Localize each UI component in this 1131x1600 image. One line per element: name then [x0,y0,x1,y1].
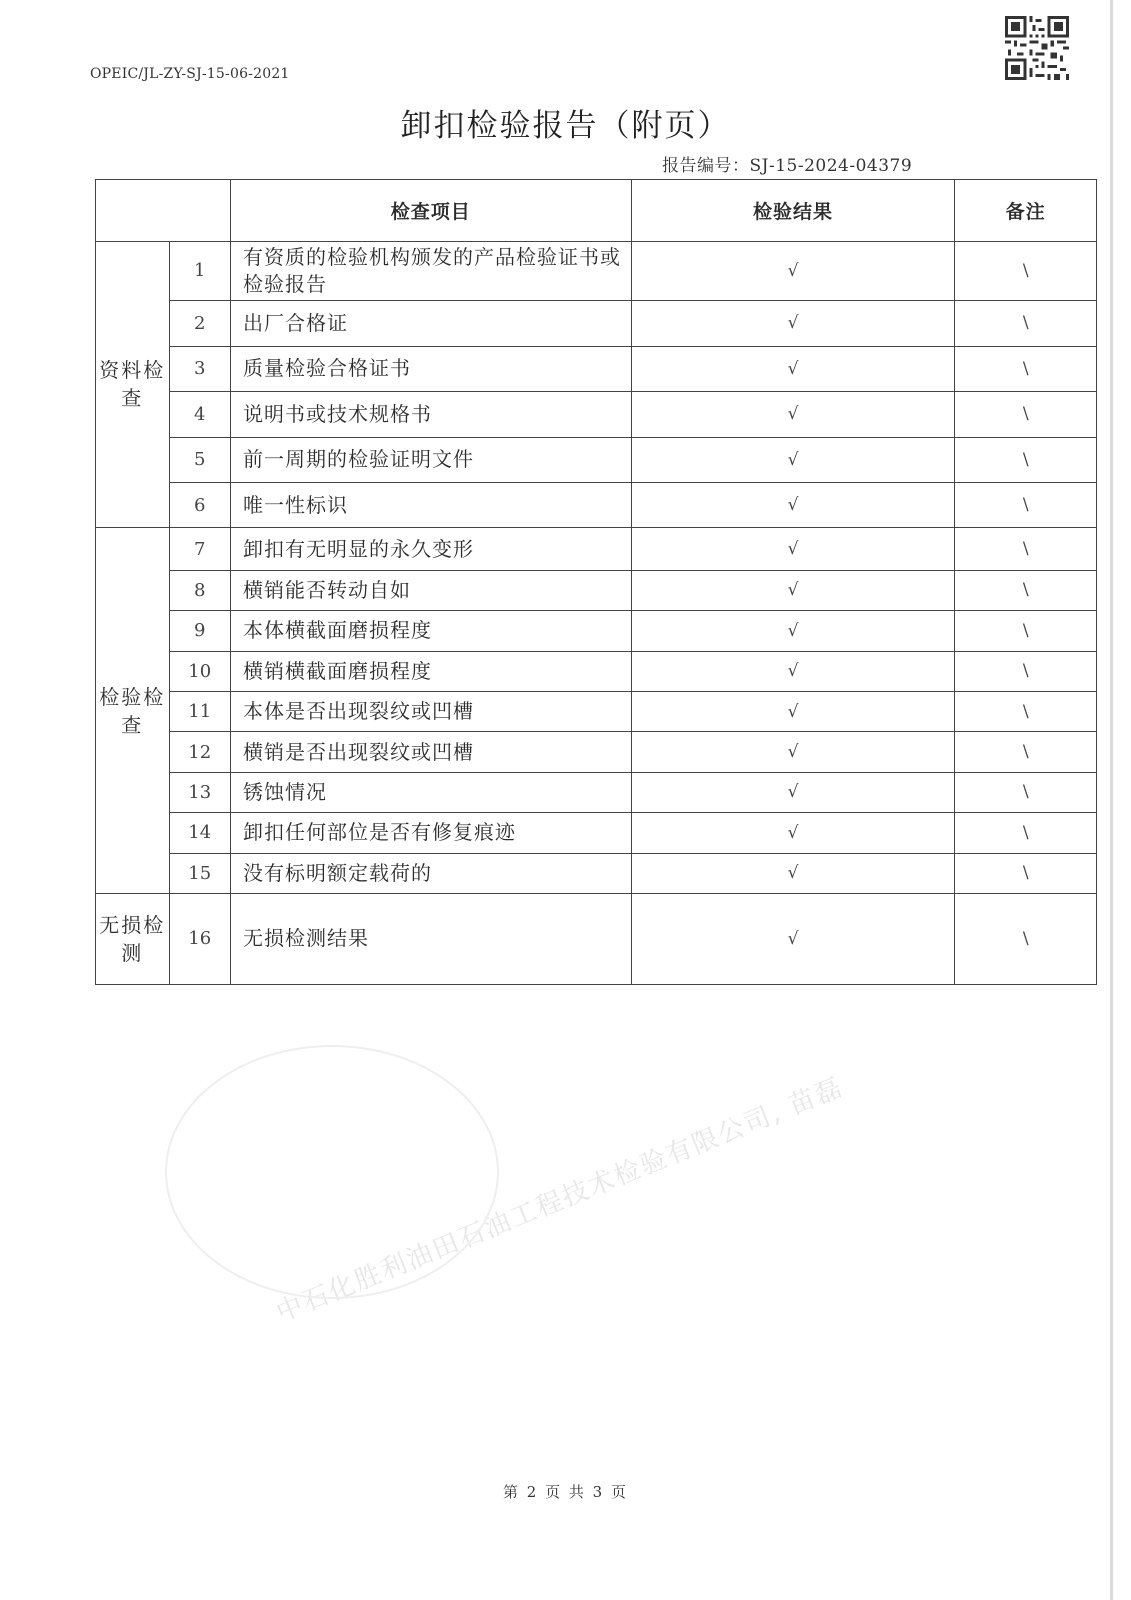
note-cell: \ [955,611,1097,651]
table-row [96,732,1097,772]
check-item: 卸扣任何部位是否有修复痕迹 [230,813,631,853]
header-check-item: 检查项目 [230,180,631,242]
note-cell: \ [955,437,1097,482]
check-item: 横销能否转动自如 [230,570,631,610]
header-blank-cell [96,180,231,242]
check-item: 无损检测结果 [230,893,631,984]
row-number: 5 [169,437,230,482]
check-item: 卸扣有无明显的永久变形 [230,528,631,570]
check-result: √ [631,482,955,527]
note-cell: \ [955,691,1097,731]
table-row [96,813,1097,853]
header-note: 备注 [955,180,1097,242]
table-row [96,301,1097,346]
category-cell: 无损检测 [96,893,170,984]
check-result: √ [631,853,955,893]
check-result: √ [631,893,955,984]
check-result: √ [631,732,955,772]
row-number: 2 [169,301,230,346]
inspection-table [95,179,1097,985]
watermark-seal [165,1045,499,1299]
check-result: √ [631,691,955,731]
table-row [96,853,1097,893]
table-row [96,346,1097,391]
note-cell: \ [955,241,1097,301]
table-row [96,528,1097,570]
check-result: √ [631,813,955,853]
note-cell: \ [955,528,1097,570]
category-cell: 资料检查 [96,241,170,528]
row-number: 1 [169,241,230,301]
table-row [96,437,1097,482]
check-item: 质量检验合格证书 [230,346,631,391]
watermark-text: 中石化胜利油田石油工程技术检验有限公司, 苗磊 [272,1072,848,1329]
check-item: 说明书或技术规格书 [230,392,631,437]
check-result: √ [631,570,955,610]
check-item: 前一周期的检验证明文件 [230,437,631,482]
check-result: √ [631,437,955,482]
header-result: 检验结果 [631,180,955,242]
row-number: 14 [169,813,230,853]
row-number: 15 [169,853,230,893]
check-result: √ [631,346,955,391]
note-cell: \ [955,392,1097,437]
check-item: 横销横截面磨损程度 [230,651,631,691]
check-result: √ [631,301,955,346]
note-cell: \ [955,893,1097,984]
row-number: 11 [169,691,230,731]
note-cell: \ [955,853,1097,893]
row-number: 8 [169,570,230,610]
row-number: 10 [169,651,230,691]
check-result: √ [631,241,955,301]
check-item: 出厂合格证 [230,301,631,346]
document-code: OPEIC/JL-ZY-SJ-15-06-2021 [90,66,290,82]
check-result: √ [631,392,955,437]
table-row [96,241,1097,301]
table-row [96,893,1097,984]
scan-edge [1110,0,1113,1600]
row-number: 13 [169,772,230,812]
table-row [96,570,1097,610]
check-result: √ [631,611,955,651]
check-item: 有资质的检验机构颁发的产品检验证书或检验报告 [230,241,631,301]
check-result: √ [631,651,955,691]
check-result: √ [631,772,955,812]
check-item: 没有标明额定载荷的 [230,853,631,893]
note-cell: \ [955,651,1097,691]
note-cell: \ [955,301,1097,346]
row-number: 7 [169,528,230,570]
table-row [96,392,1097,437]
table-header-row [96,180,1097,242]
table-row [96,611,1097,651]
check-item: 本体横截面磨损程度 [230,611,631,651]
row-number: 16 [169,893,230,984]
category-cell: 检验检查 [96,528,170,894]
note-cell: \ [955,570,1097,610]
row-number: 3 [169,346,230,391]
note-cell: \ [955,346,1097,391]
check-item: 唯一性标识 [230,482,631,527]
report-title: 卸扣检验报告（附页） [400,108,731,144]
qr-code [1005,16,1069,80]
check-item: 横销是否出现裂纹或凹槽 [230,732,631,772]
page-number: 第 2 页 共 3 页 [503,1483,628,1501]
check-item: 本体是否出现裂纹或凹槽 [230,691,631,731]
row-number: 4 [169,392,230,437]
row-number: 6 [169,482,230,527]
note-cell: \ [955,813,1097,853]
check-item: 锈蚀情况 [230,772,631,812]
note-cell: \ [955,732,1097,772]
table-row [96,772,1097,812]
row-number: 12 [169,732,230,772]
check-result: √ [631,528,955,570]
row-number: 9 [169,611,230,651]
table-row [96,691,1097,731]
report-number: 报告编号：SJ-15-2024-04379 [662,156,913,176]
table-row [96,482,1097,527]
table-row [96,651,1097,691]
note-cell: \ [955,482,1097,527]
note-cell: \ [955,772,1097,812]
